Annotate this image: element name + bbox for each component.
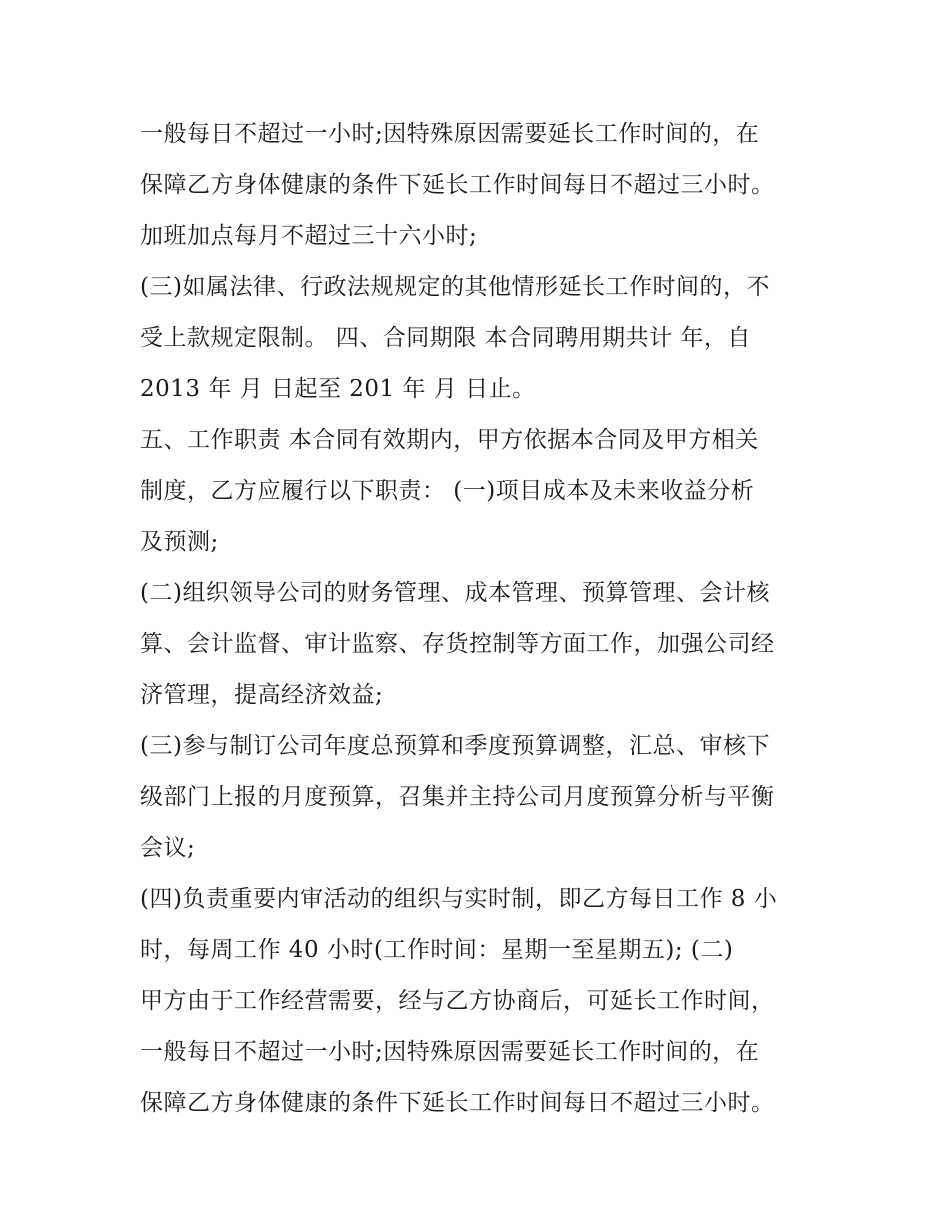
text-line: 会议; bbox=[140, 835, 196, 861]
text-line: 甲方由于工作经营需要，经与乙方协商后，可延长工作时间， bbox=[140, 988, 775, 1014]
document-body bbox=[140, 109, 820, 1129]
text-line: 保障乙方身体健康的条件下延长工作时间每日不超过三小时。 bbox=[140, 1090, 775, 1116]
text-line: 一般每日不超过一小时;因特殊原因需要延长工作时间的，在 bbox=[140, 1039, 760, 1065]
text-line: 时，每周工作 40 小时(工作时间：星期一至星期五); (二) bbox=[140, 937, 734, 963]
text-line: 一般每日不超过一小时;因特殊原因需要延长工作时间的，在 bbox=[140, 121, 760, 147]
text-line: 五、工作职责 本合同有效期内，甲方依据本合同及甲方相关 bbox=[140, 427, 759, 453]
text-line: (四)负责重要内审活动的组织与实时制，即乙方每日工作 8 小 bbox=[140, 886, 778, 912]
text-line: 制度，乙方应履行以下职责： (一)项目成本及未来收益分析 bbox=[140, 478, 755, 504]
text-line: 加班加点每月不超过三十六小时; bbox=[140, 223, 478, 249]
text-line: 2013 年 月 日起至 201 年 月 日止。 bbox=[140, 376, 536, 402]
text-line: 及预测; bbox=[140, 529, 219, 555]
text-line: 级部门上报的月度预算，召集并主持公司月度预算分析与平衡 bbox=[140, 784, 775, 810]
text-line: (三)如属法律、行政法规规定的其他情形延长工作时间的，不 bbox=[140, 274, 770, 300]
text-line: (三)参与制订公司年度总预算和季度预算调整，汇总、审核下 bbox=[140, 733, 770, 759]
text-line: 济管理，提高经济效益; bbox=[140, 682, 384, 708]
text-line: 受上款规定限制。 四、合同期限 本合同聘用期共计 年，自 bbox=[140, 325, 751, 351]
text-line: (二)组织领导公司的财务管理、成本管理、预算管理、会计核 bbox=[140, 580, 770, 606]
text-line: 保障乙方身体健康的条件下延长工作时间每日不超过三小时。 bbox=[140, 172, 775, 198]
text-line: 算、会计监督、审计监察、存货控制等方面工作，加强公司经 bbox=[140, 631, 775, 657]
